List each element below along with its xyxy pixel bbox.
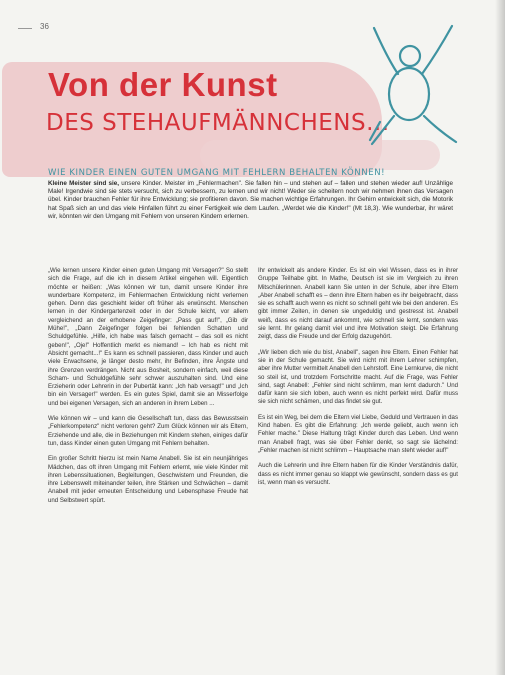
right-paragraph-1: Ihr entwickelt als andere Kinder. Es ist ein viel Wissen, dass es in ihrer Gruppe Teilhabe gibt. In Mathe, Deutsch ist sie im Vergleich zu ihren Mitschülerinnen. Anabell kann Sie unten in der Schule, aber ihre Eltern „Aber Anabell schafft es – denn ihre Eltern haben es ihr beigebracht, dass sie es schafft auch wenn es nicht so schnell geht wie bei den anderen. Es gibt immer Zeiten, in denen sie ungeduldig und gestresst ist. Anabell weiß, dass es nicht darauf ankommt, wie schnell sie lernt, sondern was sie lernt. Ihr gelang damit viel und ihre Motivation steigt. Die Erfahrung zeigt, dass die Freude und der Erfolg dazugehört. <box>258 267 458 341</box>
page-number: 36 <box>40 22 49 31</box>
right-paragraph-2: „Wir lieben dich wie du bist, Anabell", sagen ihre Eltern. Einen Fehler hat sie in der Schule gemacht. Sie wird nicht mit ihrem Lehrer schimpfen, aber ihre Mutter vermittelt Anabell den Lehrstoff. Eine Lernkurve, die nicht so steil ist, und trotzdem Fortschritte macht. Auf die Frage, was Fehler sind, sagt Anabell: „Fehler sind nicht schlimm, man lernt dadurch." Und dafür kann sie sich loben, auch wenn es nicht perfekt wird. Dafür muss sie sich nicht schämen, und das findet sie gut. <box>258 348 458 406</box>
left-paragraph-3: Ein großer Schritt hierzu ist mein Name Anabell. Sie ist ein neunjähriges Mädchen, das oft ihren Umgang mit Fehlern erlernt, wie viele Kinder mit ihren Lebenssituationen, Begleitungen, Geschwistern und Freunden, die ihre Lebenswelt miteinander teilen, ihre Stärken und Schwächen – damit Anabell mit jeder erneuten Entscheidung und Lebensphase Freude hat und Selbstwert spürt. <box>48 455 248 504</box>
right-paragraph-4: Auch die Lehrerin und ihre Eltern haben für die Kinder Verständnis dafür, dass es nicht immer genau so klappt wie gewünscht, sondern dass es gut ist, wenn man es versucht. <box>258 462 458 486</box>
right-paragraph-3: Es ist ein Weg, bei dem die Eltern viel Liebe, Geduld und Vertrauen in das Kind haben. Es gibt die Erfahrung: „Ich werde geliebt, auch wenn ich Fehler mache." Diese Haltung trägt Kinder durch das Leben. Und wenn man Anabell fragt, was sie über Fehler denkt, so sagt sie lächelnd: „Fehler machen ist nicht schlimm – Hauptsache man steht wieder auf!" <box>258 413 458 454</box>
page-shadow <box>495 0 505 675</box>
left-paragraph-2: Wie können wir – und kann die Gesellschaft tun, dass das Bewusstsein „Fehlerkompetenz" nicht verloren geht? Zum Glück können wir als Eltern, Erziehende und alle, die in Beziehungen mit Kindern stehen, einiges dafür tun, dass Kinder einen guten Umgang mit Fehlern behalten. <box>48 415 248 447</box>
intro-paragraph <box>48 180 453 221</box>
left-column <box>48 267 248 512</box>
article-subtitle: DES STEHAUFMÄNNCHENS... <box>46 110 390 136</box>
left-paragraph-1: „Wie lernen unsere Kinder einen guten Umgang mit Versagen?" So stellt sich die Frage, auf die ich in diesem Artikel eingehen will. Eigentlich möchte er heißen: „Was können wir tun, damit unsere Kinder ihre wunderbare Kompetenz, im Fehlermachen Entwicklung nicht verlernen gehen. Denn das geschieht leider oft früher als erwünscht. Menschen lernen in der Kindergartenzeit oder in der Schule leicht, vor allem vergleichend an der erhobene Zeigefinger: „Pass gut auf!", „Gib dir Mühe!", „Dann Zeigefinger folgen bei fehlenden Schatten und Schuldgefühle. „Hilfe, ich habe was falsch gemacht – das soll es nicht geben!", „Oje!" Hoffentlich merkt es niemand! – Ich hab es nicht mit Absicht gemacht...!" Es kann es schnell passieren, dass Kinder und auch viele Erwachsene, je länger desto mehr, ihr Befinden, ihre Ängste und ihre Grenzen verdrängen. Nicht aus Bosheit, sondern einfach, weil diese Scham- und Schuldgefühle sehr schwer auszuhalten sind. Und eine Erzieherin oder Lehrerin in der Pubertät kann: „Ich hab versagt!" und „Ich bin ein Versager!" werden. Es ein gutes Spiel, damit sie an Misserfolge und bei eigenen Versagen, sich an anderen in ihrem Leben ... <box>48 267 248 407</box>
stick-figure-illustration <box>360 22 470 147</box>
right-column <box>258 267 458 494</box>
article-subheading: WIE KINDER EINEN GUTEN UMGANG MIT FEHLERN BEHALTEN KÖNNEN! <box>48 168 386 178</box>
article-title: Von der Kunst <box>48 66 278 103</box>
header-rule <box>18 28 32 29</box>
intro-text: unsere Kinder. Meister im „Fehlermachen". Sie fallen hin – und stehen auf – fallen und stehen wieder auf! Unzählige Male! Irgendwie sind sie stets versucht, sich zu verbessern, zu lernen und wir nicht! Weder sie scheitern noch wir nehmen ihnen das Versagen übel. Kinder brauchen Fehler für ihre Entwicklung; sie profitieren davon. Sie machen wichtige Erfahrungen. Ihr Gehirn entwickelt sich, die Motorik hat Spaß sich an und das viele Hinfallen führt zu einer Fertigkeit wie dem Laufen. „Werdet wie die Kinder!" (Mt 18,3). Wie wunderbar, ihr wäret wir, könnten wir den Umgang mit Fehlern von unseren Kindern erlernen. <box>48 180 454 220</box>
intro-label: Kleine Meister sind sie, <box>48 180 120 187</box>
